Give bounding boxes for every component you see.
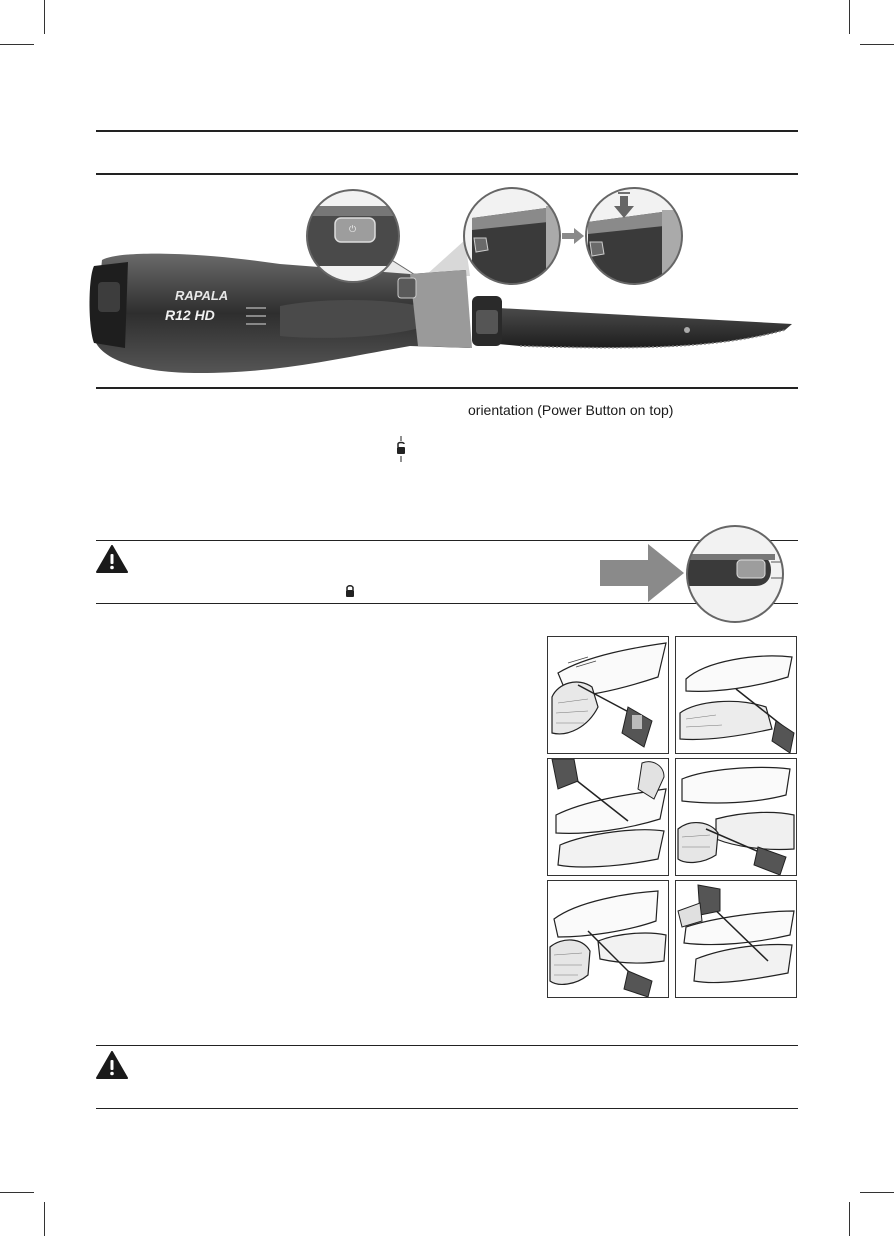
fillet-step-2-image bbox=[675, 636, 797, 754]
header-rule-top bbox=[96, 130, 798, 132]
fillet-step-1-image bbox=[547, 636, 669, 754]
crop-mark-bottom-left-h bbox=[0, 1192, 34, 1193]
section-rule bbox=[96, 387, 798, 389]
warning-triangle-icon-2 bbox=[96, 1051, 128, 1079]
model-logo: R12 HD bbox=[165, 307, 215, 323]
zoom-circle-press bbox=[584, 186, 684, 286]
power-icon: ⏻ bbox=[349, 224, 357, 234]
crop-mark-bottom-left-v bbox=[44, 1202, 45, 1236]
warning2-rule-bottom bbox=[96, 1108, 798, 1109]
brand-logo: RAPALA bbox=[175, 288, 229, 303]
warning-triangle-icon bbox=[96, 545, 128, 573]
zoom-circle-collar bbox=[462, 186, 562, 286]
fillet-step-5-image bbox=[547, 880, 669, 998]
header-rule-bottom bbox=[96, 173, 798, 175]
orientation-note: orientation (Power Button on top) bbox=[468, 402, 674, 418]
fillet-step-6-image bbox=[675, 880, 797, 998]
warning2-rule-top bbox=[96, 1045, 798, 1046]
lock-icon bbox=[344, 584, 356, 598]
direction-arrow-large bbox=[600, 544, 684, 602]
crop-mark-top-left-h bbox=[0, 44, 34, 45]
crop-mark-top-right-h bbox=[860, 44, 894, 45]
fillet-step-4-image bbox=[675, 758, 797, 876]
crop-mark-top-right-v bbox=[849, 0, 850, 34]
zoom-circle-power-button bbox=[305, 188, 401, 284]
unlock-icon bbox=[394, 436, 408, 462]
crop-mark-bottom-right-h bbox=[860, 1192, 894, 1193]
fillet-step-3-image bbox=[547, 758, 669, 876]
knife-illustration bbox=[80, 178, 798, 378]
zoom-circle-lock-position bbox=[685, 524, 785, 624]
crop-mark-bottom-right-v bbox=[849, 1202, 850, 1236]
crop-mark-top-left-v bbox=[44, 0, 45, 34]
transition-arrow-small bbox=[562, 228, 584, 244]
